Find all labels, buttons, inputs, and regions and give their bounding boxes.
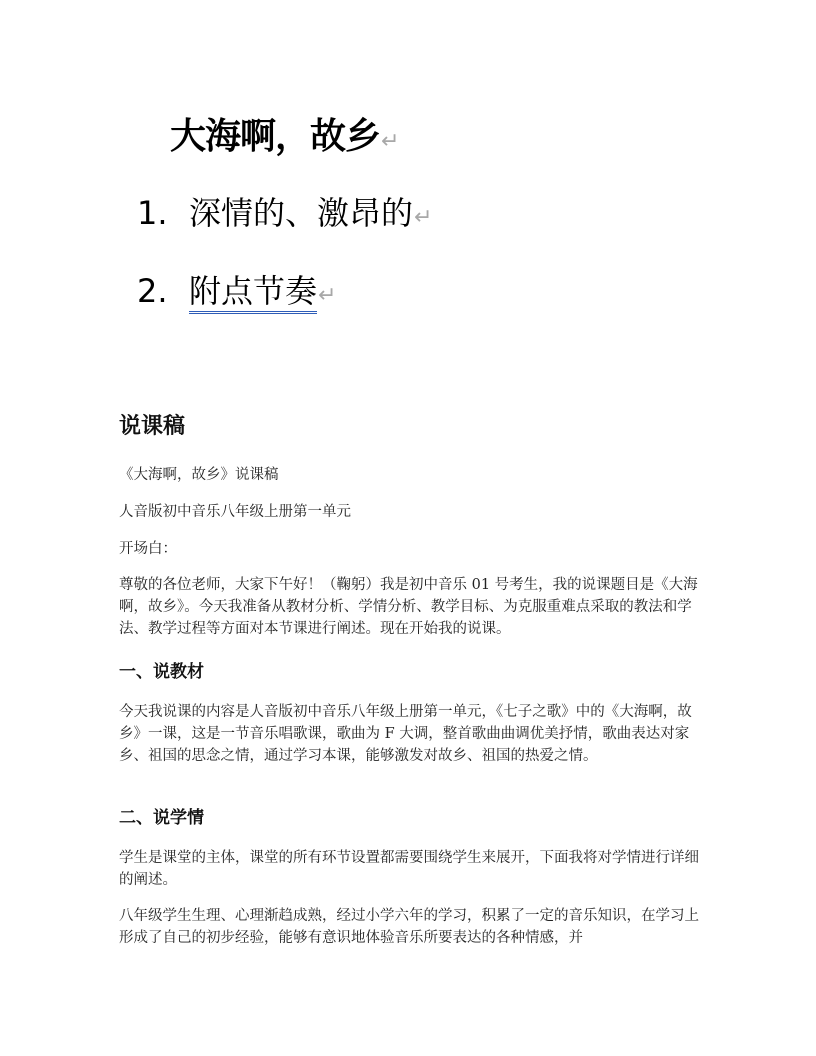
paragraph: 人音版初中音乐八年级上册第一单元 xyxy=(119,504,351,520)
return-mark-icon: ↵ xyxy=(414,205,433,230)
return-mark-icon: ↵ xyxy=(381,129,399,154)
spellcheck-underlined-text: 附点节奏 xyxy=(189,272,317,314)
slide-title: 大海啊，故乡↵ xyxy=(170,116,399,157)
page-title: 说课稿 xyxy=(119,414,186,439)
return-mark-icon: ↵ xyxy=(318,283,337,308)
paragraph: 今天我说课的内容是人音版初中音乐八年级上册第一单元，《七子之歌》中的《大海啊，故乡》一课，这是一节音乐唱歌课，歌曲为 F 大调，整首歌曲曲调优美抒情，歌曲表达对家乡、祖国的思念之情，通过学习本课，能够激发对故乡、祖国的热爱之情。 xyxy=(119,704,692,764)
section-heading: 一、说教材 xyxy=(119,662,204,682)
slide-list-item: 1. 深情的、激昂的↵ xyxy=(137,194,433,232)
paragraph: 开场白： xyxy=(119,541,177,557)
section-heading: 二、说学情 xyxy=(119,808,204,828)
slide-list-item: 2. 附点节奏↵ xyxy=(137,266,336,312)
paragraph: 尊敬的各位老师，大家下午好！（鞠躬）我是初中音乐 01 号考生，我的说课题目是《大海啊，故乡》。今天我准备从教材分析、学情分析、教学目标、为克服重难点采取的教法和学法、教学过程等方面对本节课进行阐述。现在开始我的说课。 xyxy=(119,577,698,637)
paragraph: 学生是课堂的主体，课堂的所有环节设置都需要围绕学生来展开，下面我将对学情进行详细的阐述。 xyxy=(119,850,699,888)
paragraph: 《大海啊，故乡》说课稿 xyxy=(119,467,279,483)
pasted-slide-image xyxy=(0,0,816,330)
paragraph: 八年级学生生理、心理渐趋成熟，经过小学六年的学习，积累了一定的音乐知识，在学习上形成了自己的初步经验，能够有意识地体验音乐所要表达的各种情感，并 xyxy=(119,908,699,946)
